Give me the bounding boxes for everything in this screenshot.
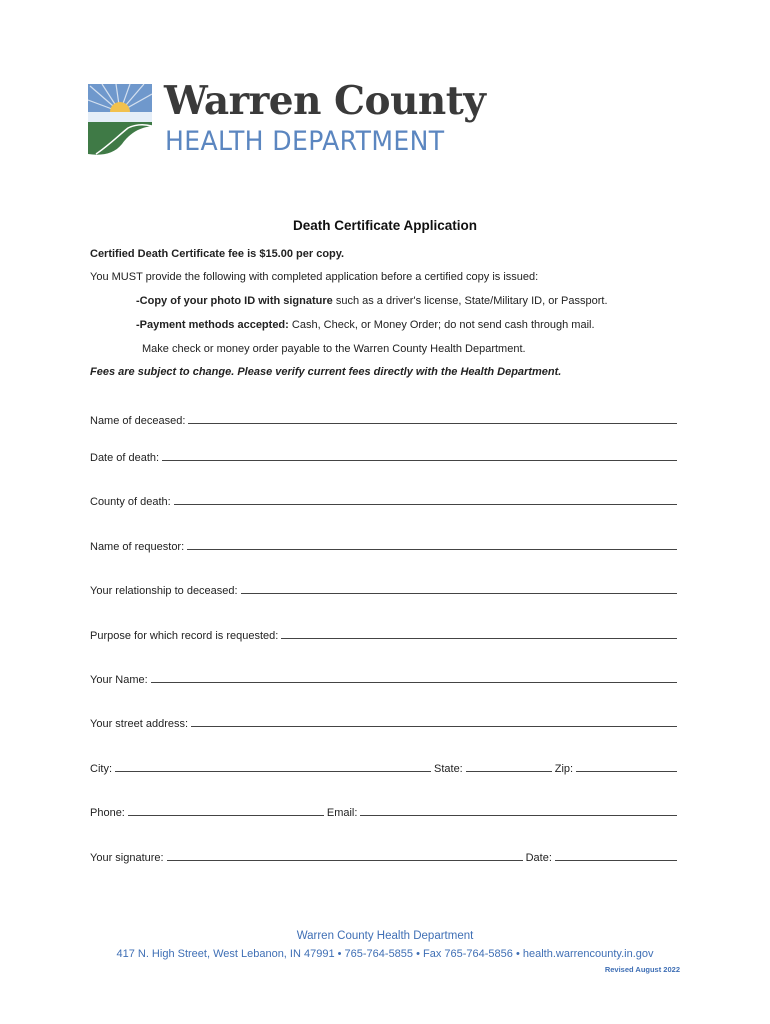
your-name-line[interactable] bbox=[151, 671, 677, 683]
fees-note: Fees are subject to change. Please verify current fees directly with the Health Department. bbox=[90, 366, 562, 378]
warren-county-logo bbox=[88, 78, 486, 160]
city-line[interactable] bbox=[115, 760, 431, 772]
deceased-name-label: Name of deceased: bbox=[90, 415, 186, 427]
purpose-field[interactable] bbox=[90, 627, 680, 642]
revised-date: Revised August 2022 bbox=[604, 965, 680, 974]
fee-line: Certified Death Certificate fee is $15.00 per copy. bbox=[90, 248, 345, 260]
date-of-death-field[interactable] bbox=[90, 449, 680, 464]
signature-date-row bbox=[90, 849, 680, 864]
payment-text: Cash, Check, or Money Order; do not send cash through mail. bbox=[288, 319, 595, 331]
deceased-name-line[interactable] bbox=[188, 412, 677, 424]
state-label: State: bbox=[434, 763, 463, 775]
your-name-field[interactable] bbox=[90, 671, 680, 686]
phone-email-row bbox=[90, 804, 680, 819]
phone-label: Phone: bbox=[90, 807, 125, 819]
org-name: Warren County bbox=[164, 78, 486, 124]
requestor-name-line[interactable] bbox=[187, 538, 677, 550]
requirements-intro: You MUST provide the following with completed application before a certified copy is issued: bbox=[90, 271, 539, 283]
photo-id-text: such as a driver's license, State/Military ID, or Passport. bbox=[332, 295, 608, 307]
dept-name: HEALTH DEPARTMENT bbox=[165, 126, 445, 157]
page-title: Death Certificate Application bbox=[292, 218, 478, 233]
county-of-death-field[interactable] bbox=[90, 493, 680, 508]
relationship-line[interactable] bbox=[241, 582, 677, 594]
zip-line[interactable] bbox=[576, 760, 677, 772]
date-of-death-label: Date of death: bbox=[90, 452, 160, 464]
email-label: Email: bbox=[326, 807, 358, 819]
city-state-zip-row bbox=[90, 760, 680, 775]
requestor-name-field[interactable] bbox=[90, 538, 680, 553]
deceased-name-field[interactable] bbox=[90, 412, 680, 427]
footer-org-name: Warren County Health Department bbox=[296, 930, 474, 942]
payable-note: Make check or money order payable to the Warren County Health Department. bbox=[142, 343, 526, 355]
payment-requirement bbox=[136, 319, 595, 331]
payment-bold: -Payment methods accepted: bbox=[136, 319, 289, 331]
phone-line[interactable] bbox=[128, 804, 324, 816]
zip-label: Zip: bbox=[554, 763, 574, 775]
logo-emblem-icon bbox=[88, 84, 152, 156]
state-line[interactable] bbox=[466, 760, 552, 772]
county-of-death-line[interactable] bbox=[174, 493, 677, 505]
date-line[interactable] bbox=[555, 849, 677, 861]
street-address-line[interactable] bbox=[191, 715, 677, 727]
your-name-label: Your Name: bbox=[90, 674, 148, 686]
relationship-field[interactable] bbox=[90, 582, 680, 597]
photo-id-bold: -Copy of your photo ID with signature bbox=[136, 295, 333, 307]
email-line[interactable] bbox=[360, 804, 677, 816]
street-address-field[interactable] bbox=[90, 715, 680, 730]
purpose-label: Purpose for which record is requested: bbox=[90, 630, 279, 642]
relationship-label: Your relationship to deceased: bbox=[90, 585, 238, 597]
city-label: City: bbox=[90, 763, 112, 775]
county-of-death-label: County of death: bbox=[90, 496, 171, 508]
street-address-label: Your street address: bbox=[90, 718, 189, 730]
date-of-death-line[interactable] bbox=[162, 449, 677, 461]
signature-label: Your signature: bbox=[90, 852, 164, 864]
date-label: Date: bbox=[525, 852, 552, 864]
signature-line[interactable] bbox=[167, 849, 523, 861]
requestor-name-label: Name of requestor: bbox=[90, 541, 185, 553]
purpose-line[interactable] bbox=[281, 627, 677, 639]
photo-id-requirement bbox=[136, 295, 608, 307]
footer-contact: 417 N. High Street, West Lebanon, IN 47991 • 765-764-5855 • Fax 765-764-5856 • health.warrencounty.in.gov bbox=[116, 948, 654, 960]
